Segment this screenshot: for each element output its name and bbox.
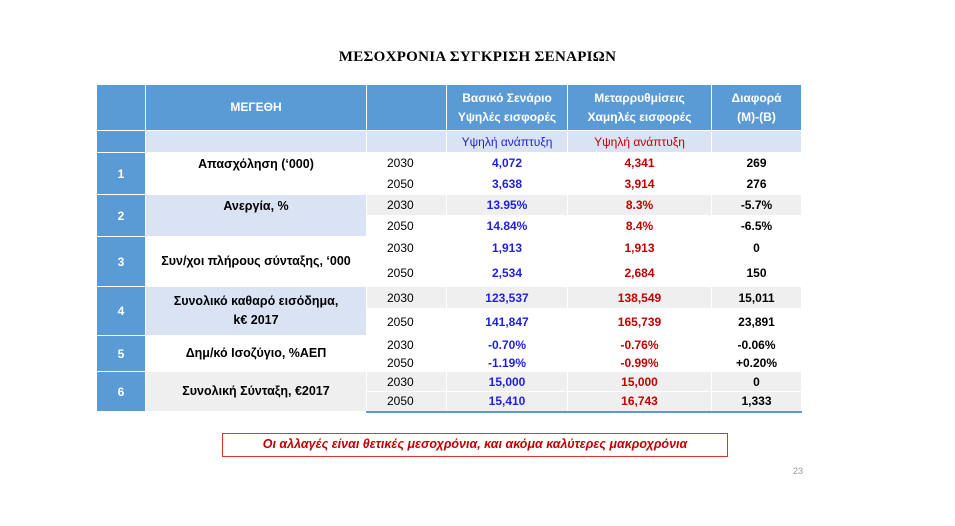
reform-value: -0.76%: [568, 336, 712, 354]
diff-value: 0: [712, 237, 802, 260]
header-basic-scenario: [447, 85, 568, 131]
row-label: Συνολική Σύνταξη, €2017: [146, 372, 367, 412]
diff-value: -6.5%: [712, 216, 802, 237]
subheader-basic-growth: Υψηλή ανάπτυξη: [447, 131, 568, 153]
reform-value: 3,914: [568, 174, 712, 195]
subheader-empty: [146, 131, 367, 153]
header-difference: [712, 85, 802, 131]
header-reform-line1: Μεταρρυθμίσεις: [594, 90, 685, 105]
table-row: [97, 372, 802, 392]
header-basic-line1: Βασικό Σενάριο: [462, 90, 552, 105]
basic-value: 3,638: [447, 174, 568, 195]
basic-value: 2,534: [447, 260, 568, 287]
year-cell: 2050: [367, 354, 447, 372]
header-reform-line2: Χαμηλές εισφορές: [587, 109, 692, 124]
row-number: 6: [97, 372, 146, 412]
row-number: 2: [97, 195, 146, 237]
subheader-num-cell: [97, 131, 146, 153]
diff-value: 15,011: [712, 287, 802, 309]
basic-value: 15,000: [447, 372, 568, 392]
reform-value: 16,743: [568, 392, 712, 412]
basic-value: 1,913: [447, 237, 568, 260]
table-row: [97, 237, 802, 260]
table-row: [97, 336, 802, 354]
basic-value: -0.70%: [447, 336, 568, 354]
diff-value: 1,333: [712, 392, 802, 412]
reform-value: 165,739: [568, 309, 712, 336]
basic-value: 4,072: [447, 153, 568, 174]
diff-value: -5.7%: [712, 195, 802, 216]
reform-value: 138,549: [568, 287, 712, 309]
year-cell: 2050: [367, 174, 447, 195]
year-cell: 2030: [367, 372, 447, 392]
header-year-cell: [367, 85, 447, 131]
reform-value: -0.99%: [568, 354, 712, 372]
year-cell: 2050: [367, 309, 447, 336]
diff-value: -0.06%: [712, 336, 802, 354]
header-basic-line2: Υψηλές εισφορές: [457, 109, 557, 124]
row-label: [146, 287, 367, 336]
basic-value: 141,847: [447, 309, 568, 336]
header-num-cell: [97, 85, 146, 131]
row-number: 5: [97, 336, 146, 372]
reform-value: 15,000: [568, 372, 712, 392]
row-label: Απασχόληση (‘000): [146, 153, 367, 195]
row-number: 4: [97, 287, 146, 336]
table-subheader-row: [97, 131, 802, 153]
row-label: Δημ/κό Ισοζύγιο, %ΑΕΠ: [146, 336, 367, 372]
row-label: Ανεργία, %: [146, 195, 367, 237]
row-label-line1: Συνολικό καθαρό εισόδημα,: [173, 294, 339, 308]
year-cell: 2030: [367, 287, 447, 309]
basic-value: 15,410: [447, 392, 568, 412]
highlight-note: Οι αλλαγές είναι θετικές μεσοχρόνια, και ακόμα καλύτερες μακροχρόνια: [222, 433, 728, 457]
subheader-reform-growth: Υψηλή ανάπτυξη: [568, 131, 712, 153]
diff-value: 269: [712, 153, 802, 174]
reform-value: 2,684: [568, 260, 712, 287]
row-label: Συν/χοι πλήρους σύνταξης, ‘000: [146, 237, 367, 287]
scenario-comparison-table: [96, 84, 802, 413]
header-megethi: ΜΕΓΕΘΗ: [146, 85, 367, 131]
basic-value: 123,537: [447, 287, 568, 309]
table-row: [97, 195, 802, 216]
table-row: [97, 287, 802, 309]
year-cell: 2050: [367, 260, 447, 287]
header-diff-line1: Διαφορά: [731, 90, 782, 105]
year-cell: 2030: [367, 237, 447, 260]
year-cell: 2050: [367, 392, 447, 412]
slide-title: ΜΕΣΟΧΡΟΝΙΑ ΣΥΓΚΡΙΣΗ ΣΕΝΑΡΙΩΝ: [338, 49, 617, 65]
page-number: 23: [793, 466, 804, 476]
diff-value: +0.20%: [712, 354, 802, 372]
year-cell: 2030: [367, 195, 447, 216]
diff-value: 276: [712, 174, 802, 195]
row-number: 1: [97, 153, 146, 195]
header-diff-line2: (Μ)-(Β): [737, 109, 776, 124]
year-cell: 2050: [367, 216, 447, 237]
diff-value: 150: [712, 260, 802, 287]
subheader-empty-year: [367, 131, 447, 153]
reform-value: 1,913: [568, 237, 712, 260]
basic-value: -1.19%: [447, 354, 568, 372]
diff-value: 0: [712, 372, 802, 392]
basic-value: 13.95%: [447, 195, 568, 216]
reform-value: 4,341: [568, 153, 712, 174]
reform-value: 8.4%: [568, 216, 712, 237]
subheader-empty-diff: [712, 131, 802, 153]
header-reform-scenario: [568, 85, 712, 131]
row-label-line2: k€ 2017: [233, 313, 279, 327]
row-number: 3: [97, 237, 146, 287]
reform-value: 8.3%: [568, 195, 712, 216]
table-row: [97, 153, 802, 174]
year-cell: 2030: [367, 336, 447, 354]
diff-value: 23,891: [712, 309, 802, 336]
table-header-row: [97, 85, 802, 131]
year-cell: 2030: [367, 153, 447, 174]
basic-value: 14.84%: [447, 216, 568, 237]
